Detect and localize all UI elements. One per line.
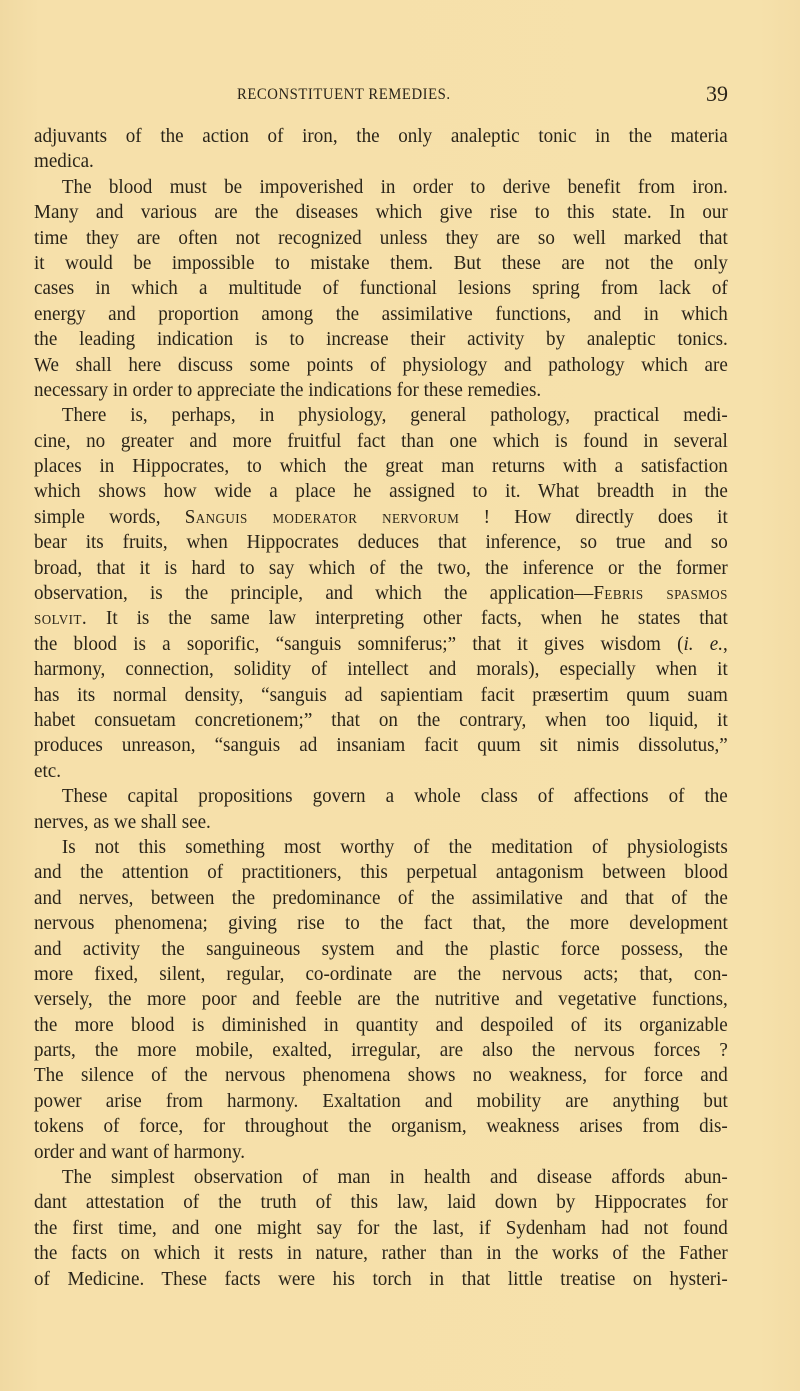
text-run: the blood is a soporific, “sanguis somniferus;” that it gives wisdom (	[34, 632, 684, 655]
text-line: We shall here discuss some points of physiology and pathology which are	[34, 353, 728, 376]
text-run: ,	[723, 632, 728, 655]
text-line: cine, no greater and more fruitful fact than one which is found in several	[34, 429, 728, 452]
text-line: necessary in order to appreciate the indications for these remedies.	[34, 378, 542, 401]
text-line: the facts on which it rests in nature, rather than in the works of the Father	[34, 1242, 728, 1265]
text-line: of Medicine. These facts were his torch in that little treatise on hysteri-	[34, 1267, 728, 1290]
paragraph-start-line: These capital propositions govern a whole class of affections of the	[61, 785, 728, 808]
paragraph-start-line: The simplest observation of man in health and disease affords abun-	[61, 1166, 728, 1189]
text-line	[34, 606, 728, 631]
text-line: and the attention of practitioners, this perpetual antagonism between blood	[34, 861, 728, 884]
text-line: Many and various are the diseases which give rise to this state. In our	[34, 201, 728, 224]
page-number: 39	[706, 81, 728, 106]
paragraph-start-line: Is not this something most worthy of the meditation of physiologists	[61, 835, 728, 858]
text-line	[34, 632, 728, 657]
latin-phrase: solvit.	[34, 607, 88, 630]
text-line: order and want of harmony.	[34, 1140, 246, 1163]
text-line: cases in which a multitude of functional lesions spring from lack of	[34, 277, 728, 300]
text-line: power arise from harmony. Exaltation and mobility are anything but	[34, 1089, 728, 1112]
text-line: tokens of force, for throughout the organism, weakness arises from dis-	[34, 1115, 728, 1138]
text-line: etc.	[34, 759, 61, 782]
text-line: adjuvants of the action of iron, the only analeptic tonic in the materia	[34, 125, 728, 147]
running-head	[34, 81, 728, 110]
text-line: the more blood is diminished in quantity and despoiled of its organizable	[34, 1013, 728, 1036]
text-line: nervous phenomena; giving rise to the fact that, the more development	[34, 912, 728, 935]
text-line: medica.	[34, 150, 94, 173]
text-run: simple words,	[34, 505, 185, 528]
text-line: which shows how wide a place he assigned to it. What breadth in the	[34, 480, 728, 503]
running-title: RECONSTITUENT REMEDIES.	[237, 86, 451, 103]
text-line: it would be impossible to mistake them. But these are not the only	[34, 251, 728, 274]
text-line: has its normal density, “sanguis ad sapientiam facit præsertim quum suam	[34, 683, 728, 706]
text-line: and nerves, between the predominance of the assimilative and that of the	[34, 886, 728, 909]
text-line: habet consuetam concretionem;” that on the contrary, when too liquid, it	[34, 708, 728, 731]
text-line	[34, 505, 728, 530]
paragraph-start-line: The blood must be impoverished in order to derive benefit from iron.	[61, 175, 728, 198]
text-line: time they are often not recognized unless they are so well marked that	[34, 226, 728, 249]
text-line: dant attestation of the truth of this law, laid down by Hippocrates for	[34, 1191, 728, 1214]
text-line: energy and proportion among the assimilative functions, and in which	[34, 302, 728, 325]
text-line	[34, 581, 728, 606]
text-line: versely, the more poor and feeble are the nutritive and vegetative functions,	[34, 988, 728, 1011]
text-run: observation, is the principle, and which the application—	[34, 582, 594, 605]
italic-abbreviation: i. e.	[683, 632, 724, 655]
text-line: harmony, connection, solidity of intellect and morals), especially when it	[34, 658, 728, 681]
paragraph-start-line: There is, perhaps, in physiology, general pathology, practical medi-	[61, 404, 728, 427]
text-line: nerves, as we shall see.	[34, 810, 211, 833]
text-line: The silence of the nervous phenomena shows no weakness, for force and	[34, 1064, 728, 1087]
text-line: produces unreason, “sanguis ad insaniam facit quum sit nimis dissolutus,”	[34, 734, 728, 757]
text-run: ! How directly does it	[459, 505, 728, 528]
text-line: places in Hippocrates, to which the great man returns with a satisfaction	[34, 455, 728, 478]
text-line: parts, the more mobile, exalted, irregular, are also the nervous forces ?	[34, 1039, 728, 1062]
text-run: It is the same law interpreting other facts, when he states that	[87, 607, 728, 630]
text-line: more fixed, silent, regular, co-ordinate are the nervous acts; that, con-	[34, 962, 728, 985]
latin-phrase: Febris spasmos	[593, 582, 728, 605]
latin-phrase: Sanguis moderator nervorum	[184, 505, 460, 528]
text-line: and activity the sanguineous system and the plastic force possess, the	[34, 937, 728, 960]
text-line: broad, that it is hard to say which of the two, the inference or the former	[34, 556, 728, 579]
body-text	[34, 124, 728, 1292]
text-line: bear its fruits, when Hippocrates deduces that inference, so true and so	[34, 531, 728, 554]
text-line: the leading indication is to increase their activity by analeptic tonics.	[34, 328, 728, 351]
text-line: the first time, and one might say for the last, if Sydenham had not found	[34, 1216, 728, 1239]
